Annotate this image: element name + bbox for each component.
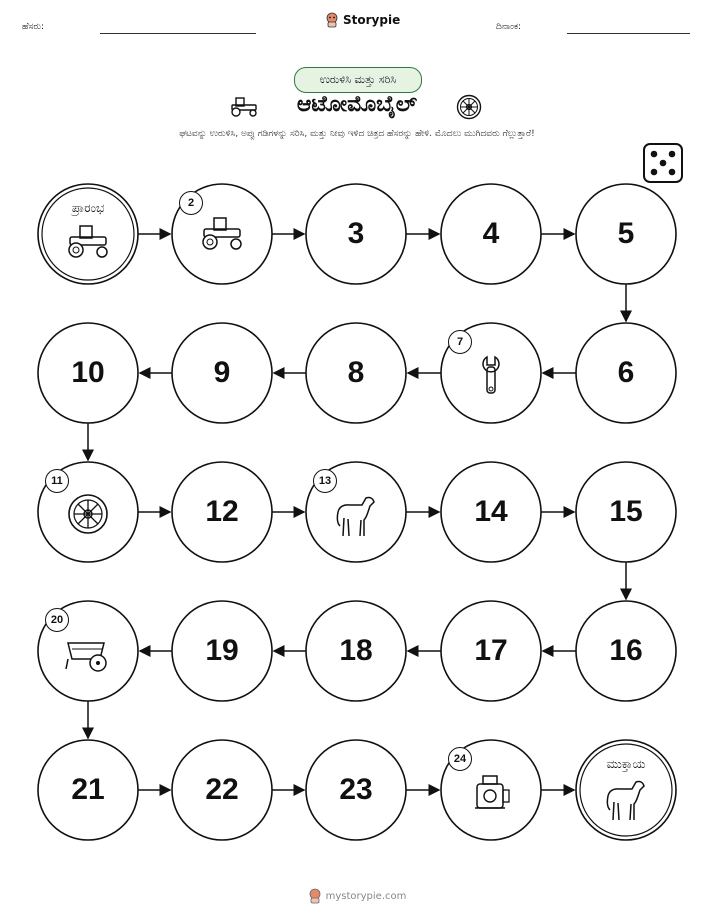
space-number: 17	[474, 634, 508, 667]
footer	[0, 888, 714, 904]
space-number: 8	[347, 356, 365, 389]
wheel-icon	[64, 492, 112, 538]
space-number: 6	[617, 356, 635, 389]
space-number-badge: 20	[45, 608, 69, 632]
space-number: 5	[617, 217, 635, 250]
space-number-badge: 13	[313, 469, 337, 493]
page-title: ಆಟೋಮೊಬೈಲ್	[296, 92, 418, 117]
footer-url[interactable]: mystorypie.com	[325, 890, 407, 902]
space-number: 23	[339, 773, 373, 806]
wrench-icon	[467, 353, 515, 399]
start-label: ಪ್ರಾರಂಭ	[71, 201, 105, 215]
tractor-icon	[198, 214, 246, 260]
space-number: 19	[205, 634, 239, 667]
space-number: 3	[347, 217, 365, 250]
space-number: 12	[205, 495, 239, 528]
end-horse-icon	[600, 776, 650, 824]
start-tractor-icon	[64, 222, 112, 260]
space-number: 9	[213, 356, 231, 389]
horse-icon	[332, 492, 380, 538]
space-number-badge: 2	[179, 191, 203, 215]
instructions: ಘಟವನ್ನು ಉರುಳಿಸಿ, ಅಪ್ಪು ಗಡಿಗಳನ್ನು ಸರಿಸಿ, ಮತ್ತು ನೀವು ಇಳಿದ ಚಿತ್ರದ ಹೆಸರನ್ನು ಹೇಳಿ. ಮೊದಲು ಮುಗಿದವರು ಗೆಲ್ಲುತ್ತಾರೆ!	[179, 129, 535, 139]
space-number: 16	[609, 634, 643, 667]
space-number: 21	[71, 773, 105, 806]
engine-icon	[467, 770, 515, 816]
space-number: 15	[609, 495, 643, 528]
cart-icon	[64, 631, 112, 677]
space-number-badge: 24	[448, 747, 472, 771]
space-number: 4	[482, 217, 500, 250]
brand-name: Storypie	[343, 13, 401, 27]
space-number: 14	[474, 495, 508, 528]
space-number-badge: 11	[45, 469, 69, 493]
space-number: 10	[71, 356, 105, 389]
footer-mascot-icon	[308, 888, 322, 904]
space-number-badge: 7	[448, 330, 472, 354]
space-number: 18	[339, 634, 373, 667]
name-label: ಹೆಸರು:	[22, 22, 45, 32]
end-label: ಮುಕ್ತಾಯ	[606, 757, 646, 771]
space-number: 22	[205, 773, 239, 806]
date-label: ದಿನಾಂಕ:	[496, 22, 522, 32]
game-type-pill: ಉರುಳಿಸಿ ಮತ್ತು ಸರಿಸಿ	[294, 67, 422, 93]
